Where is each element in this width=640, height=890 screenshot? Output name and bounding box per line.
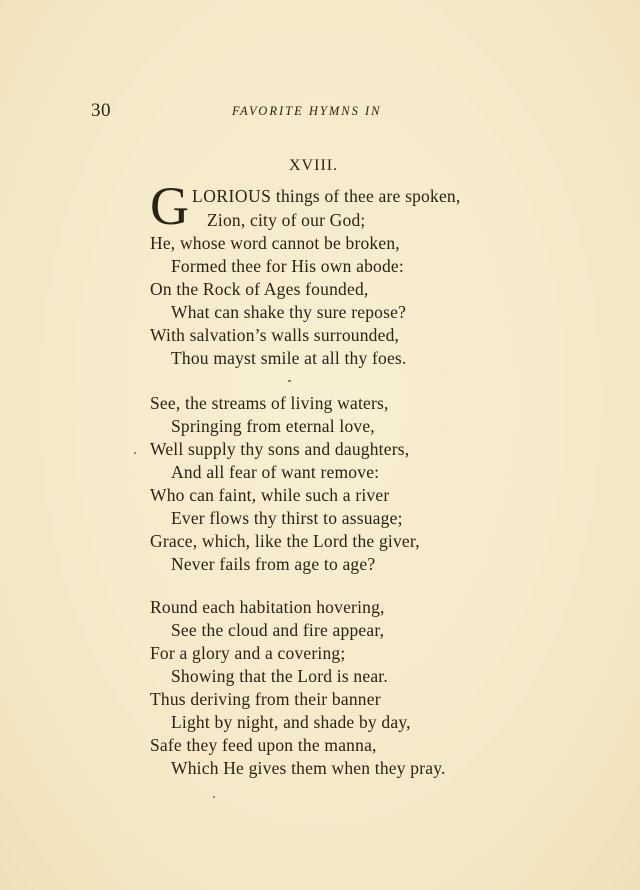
verse-line: Ever flows thy thirst to assuage; [171, 508, 403, 528]
page-number: 30 [91, 100, 111, 121]
verse-line: And all fear of want remove: [171, 462, 380, 482]
drop-cap: G [150, 176, 189, 236]
running-head: FAVORITE HYMNS IN [232, 104, 382, 118]
verse-line: Well supply thy sons and daughters, [150, 439, 410, 459]
hymn-number: XVIII. [289, 157, 339, 174]
verse-line: See, the streams of living waters, [150, 393, 389, 413]
paper-speck [288, 380, 291, 382]
verse-line: Safe they feed upon the manna, [150, 735, 377, 755]
verse-line: Which He gives them when they pray. [171, 758, 446, 778]
paper-speck [213, 796, 215, 798]
verse-line: What can shake thy sure repose? [171, 302, 407, 322]
verse-line: Light by night, and shade by day, [171, 712, 411, 732]
verse-line: Springing from eternal love, [171, 416, 375, 436]
verse-line: Grace, which, like the Lord the giver, [150, 531, 420, 551]
first-line [192, 186, 460, 207]
verse-line: Showing that the Lord is near. [171, 666, 388, 686]
first-line-rest: things of thee are spoken, [275, 186, 461, 206]
verse-line: Never fails from age to age? [171, 554, 376, 574]
verse-line: For a glory and a covering; [150, 643, 346, 663]
verse-line: Thus deriving from their banner [150, 689, 381, 709]
verse-line: With salvation’s walls surrounded, [150, 325, 400, 345]
verse-line: Round each habitation hovering, [150, 597, 385, 617]
verse-line: Formed thee for His own abode: [171, 256, 404, 276]
verse-line: On the Rock of Ages founded, [150, 279, 369, 299]
paper-speck [134, 452, 136, 454]
verse-line: He, whose word cannot be broken, [150, 233, 400, 253]
first-line-caps: LORIOUS [192, 186, 272, 206]
verse-line: Thou mayst smile at all thy foes. [171, 348, 407, 368]
verse-line: See the cloud and fire appear, [171, 620, 385, 640]
verse-line: Zion, city of our God; [207, 210, 366, 230]
verse-line: Who can faint, while such a river [150, 485, 390, 505]
